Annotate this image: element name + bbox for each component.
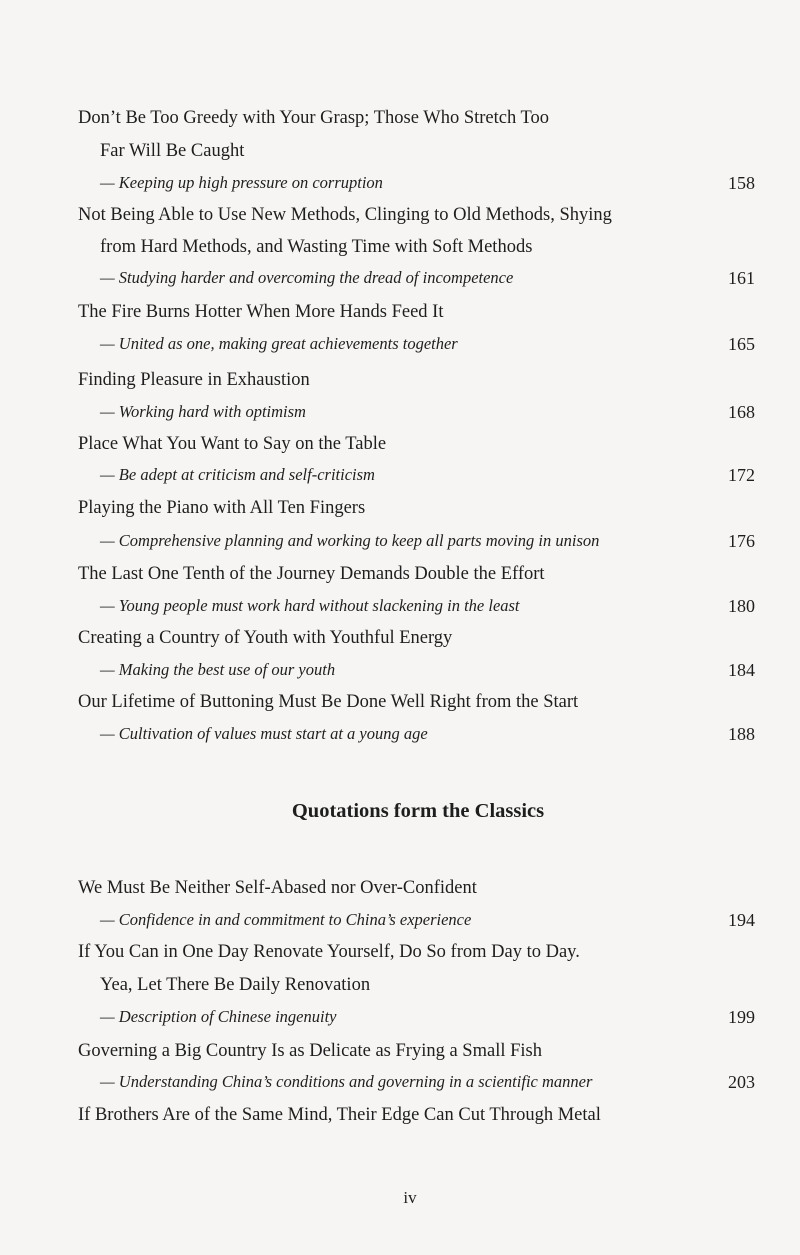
- entry-12-title: Governing a Big Country Is as Delicate as Frying a Small Fish: [78, 1041, 542, 1061]
- entry-8-title: Creating a Country of Youth with Youthful Energy: [78, 628, 453, 648]
- entry-6-subtitle: — Comprehensive planning and working to keep all parts moving in unison: [100, 531, 600, 550]
- entry-1-subtitle-row: [100, 171, 755, 195]
- entry-4-page-number: 168: [728, 402, 755, 422]
- entry-9-subtitle-row: [100, 722, 755, 746]
- entry-7-title: The Last One Tenth of the Journey Demands Double the Effort: [78, 564, 545, 584]
- entry-13-title: If Brothers Are of the Same Mind, Their Edge Can Cut Through Metal: [78, 1105, 601, 1125]
- entry-2-subtitle-row: [100, 266, 755, 290]
- entry-8-page-number: 184: [728, 660, 755, 680]
- entry-5-subtitle: — Be adept at criticism and self-criticism: [100, 465, 375, 484]
- entry-1-subtitle: — Keeping up high pressure on corruption: [100, 173, 383, 192]
- entry-8-subtitle: — Making the best use of our youth: [100, 660, 336, 679]
- entry-1-page-number: 158: [728, 173, 755, 193]
- entry-1-title-line-1: Don’t Be Too Greedy with Your Grasp; Those Who Stretch Too: [78, 108, 550, 128]
- entry-11-title-line-1: If You Can in One Day Renovate Yourself, Do So from Day to Day.: [78, 942, 580, 962]
- entry-7-subtitle: — Young people must work hard without slackening in the least: [100, 596, 520, 615]
- entry-4-subtitle: — Working hard with optimism: [100, 402, 306, 421]
- entry-9-title: Our Lifetime of Buttoning Must Be Done Well Right from the Start: [78, 692, 579, 712]
- entry-3-page-number: 165: [728, 334, 755, 354]
- entry-12-subtitle: — Understanding China’s conditions and governing in a scientific manner: [100, 1072, 593, 1091]
- entry-8-subtitle-row: [100, 658, 755, 682]
- entry-10-subtitle: — Confidence in and commitment to China’s experience: [100, 910, 472, 929]
- entry-6-subtitle-row: [100, 529, 755, 553]
- entry-7-page-number: 180: [728, 596, 755, 616]
- entry-3-subtitle-row: [100, 332, 755, 356]
- entry-11-title-line-2: Yea, Let There Be Daily Renovation: [100, 975, 371, 995]
- page-folio: iv: [403, 1188, 417, 1207]
- entry-7-subtitle-row: [100, 594, 755, 618]
- entry-1-title-line-2: Far Will Be Caught: [100, 141, 245, 161]
- entry-12-page-number: 203: [728, 1072, 755, 1092]
- entry-10-subtitle-row: [100, 908, 755, 932]
- entry-6-title: Playing the Piano with All Ten Fingers: [78, 498, 366, 518]
- entry-10-page-number: 194: [728, 910, 755, 930]
- entry-10-title: We Must Be Neither Self-Abased nor Over-Confident: [78, 878, 477, 898]
- entry-5-subtitle-row: [100, 463, 755, 487]
- entry-11-subtitle: — Description of Chinese ingenuity: [100, 1007, 337, 1026]
- entry-9-page-number: 188: [728, 724, 755, 744]
- entry-2-title-line-1: Not Being Able to Use New Methods, Clinging to Old Methods, Shying: [78, 205, 612, 225]
- entry-4-title: Finding Pleasure in Exhaustion: [78, 370, 310, 390]
- entry-11-subtitle-row: [100, 1005, 755, 1029]
- entry-12-subtitle-row: [100, 1070, 755, 1094]
- section-heading: Quotations form the Classics: [291, 800, 545, 822]
- entry-2-page-number: 161: [728, 268, 755, 288]
- entry-2-title-line-2: from Hard Methods, and Wasting Time with Soft Methods: [100, 237, 533, 257]
- entry-3-title: The Fire Burns Hotter When More Hands Feed It: [78, 302, 444, 322]
- entry-9-subtitle: — Cultivation of values must start at a young age: [100, 724, 428, 743]
- entry-3-subtitle: — United as one, making great achievements together: [100, 334, 458, 353]
- entry-6-page-number: 176: [728, 531, 755, 551]
- entry-5-page-number: 172: [728, 465, 755, 485]
- entry-4-subtitle-row: [100, 400, 755, 424]
- entry-2-subtitle: — Studying harder and overcoming the dread of incompetence: [100, 268, 514, 287]
- entry-11-page-number: 199: [728, 1007, 755, 1027]
- entry-5-title: Place What You Want to Say on the Table: [78, 434, 387, 454]
